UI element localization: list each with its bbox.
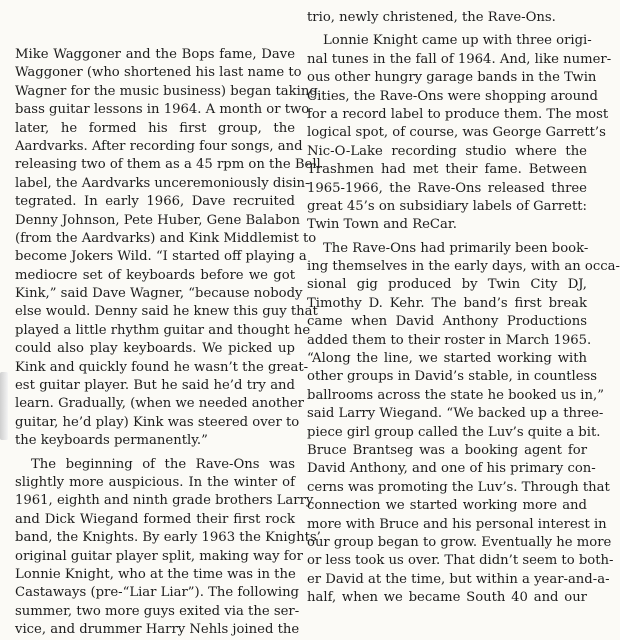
text-line: logical spot, of course, was George Garrett’s — [307, 125, 606, 141]
text-line: tegrated. In early 1966, Dave recruited — [15, 194, 295, 210]
text-line: “Along the line, we started working with — [307, 351, 587, 367]
text-line: The Rave-Ons had primarily been book- — [323, 240, 589, 256]
right-text-column — [307, 10, 620, 608]
text-line: Nic-O-Lake recording studio where the — [307, 143, 587, 159]
text-line: (from the Aardvarks) and Kink Middlemist to — [15, 230, 317, 246]
text-line: else would. Denny said he knew this guy that — [15, 304, 318, 320]
text-line: Trashmen had met their fame. Between — [307, 162, 587, 178]
text-line: Mike Waggoner and the Bops fame, Dave — [15, 47, 295, 62]
text-line: 1965-1966, the Rave-Ons released three — [307, 180, 587, 196]
text-line: Denny Johnson, Pete Huber, Gene Balabon — [15, 212, 300, 228]
text-line: ous other hungry garage bands in the Twin — [307, 70, 597, 86]
text-line: summer, two more guys exited via the ser- — [15, 603, 300, 619]
text-line: vice, and drummer Harry Nehls joined the — [15, 622, 300, 638]
text-line: the keyboards permanently.” — [15, 433, 208, 449]
text-line: bass guitar lessons in 1964. A month or two — [15, 102, 310, 118]
text-line: ing themselves in the early days, with an occa- — [307, 259, 620, 275]
text-line: er David at the time, but within a year-and-a- — [307, 571, 610, 587]
text-line: learn. Gradually, (when we needed another — [15, 396, 304, 412]
text-line: our group began to grow. Eventually he more — [307, 534, 612, 550]
text-line: Kink and quickly found he wasn’t the great- — [15, 359, 309, 375]
text-line: or less took us over. That didn’t seem to both- — [307, 553, 614, 569]
text-line: mediocre set of keyboards before we got — [15, 267, 295, 283]
text-line: later, he formed his first group, the — [15, 120, 295, 136]
text-line: David Anthony, and one of his primary con- — [307, 461, 596, 477]
text-line: ballrooms across the state he booked us in,” — [307, 387, 604, 403]
text-line: other groups in David’s stable, in countless — [307, 369, 598, 385]
text-line: nal tunes in the fall of 1964. And, like numer- — [307, 51, 612, 67]
text-line: more with Bruce and his personal interest in — [307, 516, 607, 532]
text-line: The beginning of the Rave-Ons was — [31, 456, 295, 472]
text-line: Twin Town and ReCar. — [307, 217, 457, 233]
text-line: Lonnie Knight, who at the time was in the — [15, 566, 296, 582]
text-line: came when David Anthony Productions — [307, 314, 587, 330]
text-line: Kink,” said Dave Wagner, “because nobody — [15, 286, 303, 302]
text-line: band, the Knights. By early 1963 the Knights’ — [15, 530, 321, 546]
text-line: 1961, eighth and ninth grade brothers Larry — [15, 493, 314, 509]
text-line: for a record label to produce them. The most — [307, 106, 609, 122]
text-line: said Larry Wiegand. “We backed up a three- — [307, 406, 604, 422]
text-line: half, when we became South 40 and our — [307, 590, 587, 606]
binding-clip-mark — [0, 372, 8, 440]
text-line: trio, newly christened, the Rave-Ons. — [307, 10, 556, 25]
text-line: label, the Aardvarks unceremoniously disin- — [15, 175, 310, 191]
text-line: Timothy D. Kehr. The band’s first break — [307, 295, 587, 311]
text-line: Cities, the Rave-Ons were shopping around — [307, 88, 598, 104]
text-line: original guitar player split, making way for — [15, 548, 303, 564]
text-line: Lonnie Knight came up with three origi- — [323, 33, 592, 49]
text-line: Waggoner (who shortened his last name to — [15, 65, 302, 81]
text-line: Aardvarks. After recording four songs, and — [15, 138, 303, 154]
text-line: Castaways (pre-“Liar Liar”). The following — [15, 585, 300, 601]
text-line: Wagner for the music business) began taking — [15, 83, 318, 99]
text-line: cerns was promoting the Luv’s. Through that — [307, 479, 610, 495]
text-line: Bruce Brantseg was a booking agent for — [307, 442, 587, 458]
text-line: est guitar player. But he said he’d try and — [15, 378, 295, 394]
text-line: sional gig produced by Twin City DJ, — [307, 277, 587, 293]
text-line: added them to their roster in March 1965. — [307, 332, 592, 348]
text-line: and Dick Wiegand formed their first rock — [15, 511, 295, 527]
text-line: could also play keyboards. We picked up — [15, 341, 295, 357]
text-line: slightly more auspicious. In the winter of — [15, 474, 295, 490]
text-line: great 45’s on subsidiary labels of Garrett: — [307, 198, 587, 214]
text-line: connection we started working more and — [307, 498, 587, 514]
left-text-column — [15, 46, 321, 640]
text-line: guitar, he’d play) Kink was steered over to — [15, 414, 300, 430]
text-line: played a little rhythm guitar and thought he — [15, 322, 311, 338]
text-line: releasing two of them as a 45 rpm on the Bell — [15, 157, 321, 173]
text-line: become Jokers Wild. “I started off playing a — [15, 249, 307, 265]
text-line: piece girl group called the Luv’s quite a bit. — [307, 424, 601, 440]
